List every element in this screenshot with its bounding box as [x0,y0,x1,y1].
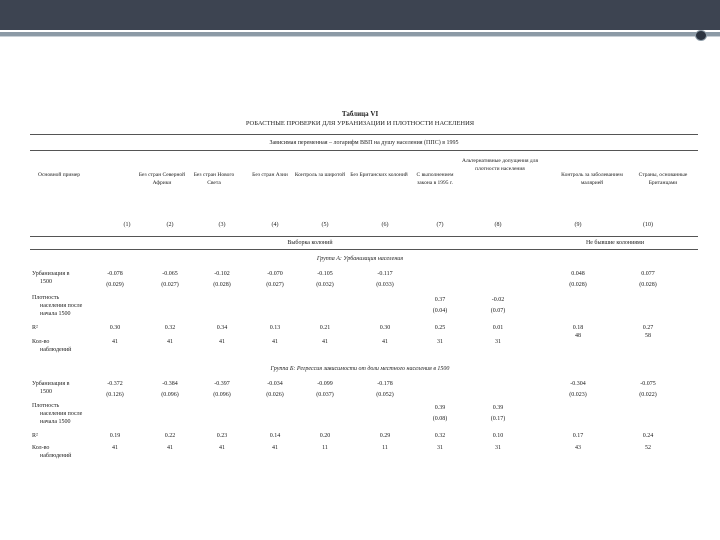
column-number-2: (2) [166,222,174,228]
table-cell: -0.117 [377,271,393,277]
table-cell: 0.32 [434,433,446,439]
table-cell: 0.18 [572,325,584,331]
column-number-7: (7) [436,222,444,228]
table-cell-se: (0.126) [106,392,124,398]
table-cell: 11 [382,445,388,451]
table-title: Таблица VI [341,110,379,118]
table-cell: 31 [495,339,501,345]
table-cell: 0.29 [379,433,391,439]
table-cell-se: (0.026) [266,392,284,398]
panel-a-title: Группа А: Урбанизация населения [316,256,404,262]
table-cell: 0.39 [434,405,446,411]
column-header-4: Без стран Азии [252,172,288,178]
table-cell: 41 [167,445,173,451]
row-label: Кол-во [32,445,50,451]
row-label: Урбанизация в [32,381,70,387]
table-cell: -0.070 [267,271,283,277]
table-cell: 0.25 [434,325,446,331]
table-cell: 41 [382,339,388,345]
table-subtitle: РОБАСТНЫЕ ПРОВЕРКИ ДЛЯ УРБАНИЗАЦИИ И ПЛОТНОСТИ НАСЕЛЕНИЯ [245,120,475,127]
table-cell-se: (0.028) [639,282,657,288]
table-cell: 0.22 [164,433,176,439]
table-cell: 0.01 [492,325,504,331]
table-cell: -0.075 [640,381,656,387]
column-number-3: (3) [218,222,226,228]
table-cell: 0.34 [216,325,228,331]
table-cell-se: (0.033) [376,282,394,288]
table-cell-extra: 58 [645,333,651,339]
column-number-5: (5) [321,222,329,228]
table-cell: -0.397 [214,381,230,387]
row-label: наблюдений [40,453,72,459]
table-cell-se: (0.17) [490,416,506,422]
table-cell: 41 [322,339,328,345]
table-cell: 0.077 [641,271,655,277]
table-cell: 0.19 [109,433,121,439]
column-number-1: (1) [123,222,131,228]
table-cell-extra: 48 [575,333,581,339]
column-header-9: Контроль за заболеванием малярией [561,172,623,186]
row-label: начала 1500 [40,419,71,425]
slide-tab-marker [695,30,707,41]
table-cell: -0.102 [214,271,230,277]
column-header-1: Основной пример [37,172,81,178]
table-cell: 0.24 [642,433,654,439]
table-cell-se: (0.027) [266,282,284,288]
table-cell: 43 [575,445,581,451]
table-cell: -0.304 [570,381,586,387]
table-cell-se: (0.028) [213,282,231,288]
table-cell-se: (0.029) [106,282,124,288]
table-cell: 52 [645,445,651,451]
column-number-10: (10) [643,222,653,228]
dependent-variable-caption: Зависимая переменная – логарифм ВВП на душу населения (ППС) в 1995 [269,140,459,146]
table-cell: 0.39 [492,405,504,411]
slide-header-bar [0,0,720,30]
column-header-3: Без стран Нового Света [193,172,235,186]
table-cell: 0.048 [571,271,585,277]
table-cell: 41 [219,445,225,451]
table-cell-se: (0.04) [432,308,448,314]
table-cell: 41 [272,339,278,345]
row-label: Кол-во [32,339,50,345]
table-cell: -0.105 [317,271,333,277]
table-cell: 0.27 [642,325,654,331]
table-cell-se: (0.032) [316,282,334,288]
row-label: 1500 [40,279,52,285]
table-cell-se: (0.023) [569,392,587,398]
table-cell-se: (0.07) [490,308,506,314]
table-cell-se: (0.027) [161,282,179,288]
top-rule [30,134,698,135]
row-label: Плотность [32,295,60,301]
table-cell: -0.078 [107,271,123,277]
row-label: R² [32,325,38,331]
sample-noncolonies-label: Не бывшие колониями [585,240,645,246]
table-cell: -0.178 [377,381,393,387]
sample-rule [30,236,698,237]
table-cell: 0.30 [379,325,391,331]
table-cell: -0.065 [162,271,178,277]
column-number-4: (4) [271,222,279,228]
row-label: 1500 [40,389,52,395]
table-cell: 41 [112,339,118,345]
table-cell: 0.37 [434,297,446,303]
table-cell-se: (0.028) [569,282,587,288]
table-cell-se: (0.096) [161,392,179,398]
table-cell: 0.30 [109,325,121,331]
table-cell: 41 [219,339,225,345]
table-cell: 0.13 [269,325,281,331]
table-cell: -0.384 [162,381,178,387]
slide-accent-line [0,36,720,37]
table-cell: 0.20 [319,433,331,439]
table-cell: 41 [167,339,173,345]
header-rule [30,150,698,151]
panel-b-title: Группа Б: Регрессия зависимости от доли местного населения в 1500 [270,366,450,372]
table-cell: 31 [495,445,501,451]
table-cell: -0.02 [491,297,505,303]
table-cell: 41 [272,445,278,451]
column-number-9: (9) [574,222,582,228]
column-header-8: Альтернативные допущения для плотности населения [461,158,539,172]
table-cell: 0.23 [216,433,228,439]
row-label: наблюдений [40,347,72,353]
row-label: Плотность [32,403,60,409]
table-cell-se: (0.037) [316,392,334,398]
table-cell: 0.17 [572,433,584,439]
sample-colonies-label: Выборка колоний [287,240,333,246]
column-header-10: Страны, основанные Британцами [638,172,688,186]
row-label: Урбанизация в [32,271,70,277]
table-cell: 0.21 [319,325,331,331]
table-cell: 0.10 [492,433,504,439]
table-cell-se: (0.052) [376,392,394,398]
row-label: R² [32,433,38,439]
table-cell: -0.034 [267,381,283,387]
table-cell: 31 [437,445,443,451]
panel-rule [30,249,698,250]
column-number-8: (8) [494,222,502,228]
table-cell: -0.099 [317,381,333,387]
table-cell: 31 [437,339,443,345]
column-number-6: (6) [381,222,389,228]
table-cell-se: (0.096) [213,392,231,398]
column-header-5: Контроль за широтой [294,172,346,178]
table-cell: 11 [322,445,328,451]
column-header-7: С выполнением закона в 1995 г. [416,172,454,186]
table-cell: 41 [112,445,118,451]
table-cell: -0.372 [107,381,123,387]
row-label: начала 1500 [40,311,71,317]
table-cell: 0.32 [164,325,176,331]
column-header-6: Без Британских колоний [350,172,408,178]
row-label: населения после [40,303,83,309]
table-cell: 0.14 [269,433,281,439]
table-cell-se: (0.022) [639,392,657,398]
table-cell-se: (0.08) [432,416,448,422]
column-header-2: Без стран Северной Африки [138,172,186,186]
row-label: населения после [40,411,83,417]
